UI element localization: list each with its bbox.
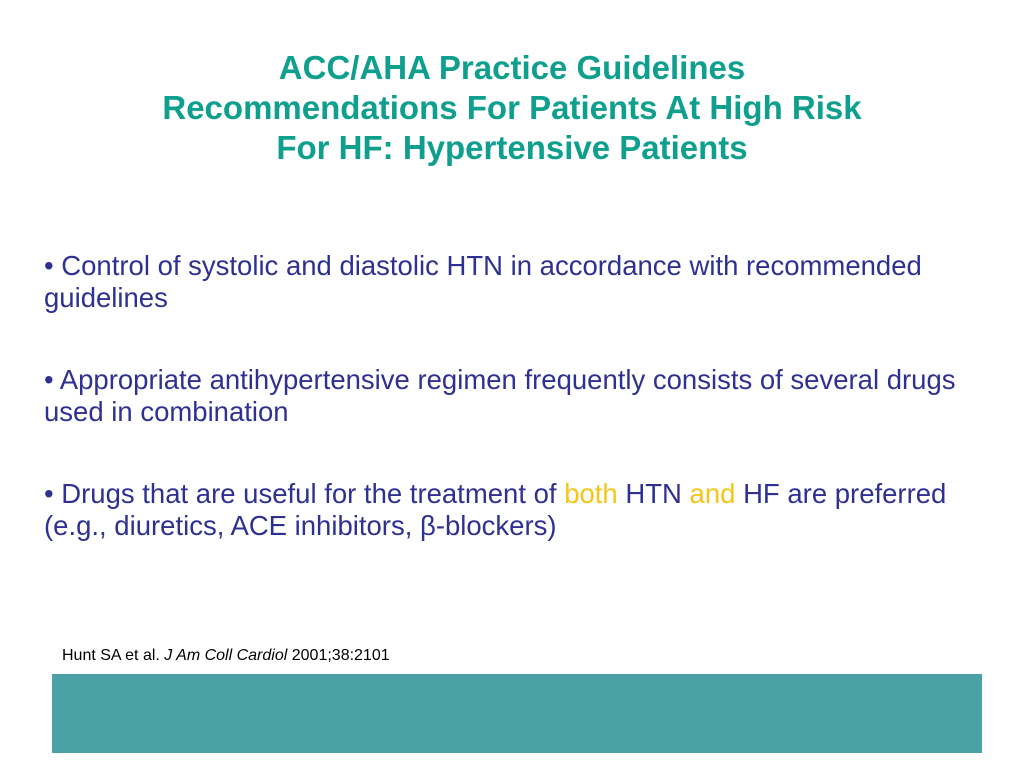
title-line-3: For HF: Hypertensive Patients (276, 129, 748, 166)
bullet-marker: • (44, 250, 54, 281)
bullet-text-part: HF are preferred (e.g., diuretics, ACE inhibitors, (44, 478, 947, 541)
highlight-and: and (689, 478, 736, 509)
bullet-text-part: -blockers) (435, 510, 557, 541)
bullet-text: Appropriate antihypertensive regimen frequently consists of several drugs used in combination (44, 364, 956, 427)
bullet-text-part: HTN (625, 478, 682, 509)
citation-authors: Hunt SA et al. (62, 647, 160, 664)
title-line-2: Recommendations For Patients At High Risk (162, 89, 862, 126)
highlight-both: both (564, 478, 618, 509)
citation (62, 646, 390, 666)
title-line-1: ACC/AHA Practice Guidelines (278, 49, 746, 86)
bullet-item-2 (44, 364, 984, 428)
bullet-text-part: Drugs that are useful for the treatment of (61, 478, 557, 509)
bullet-item-3 (44, 478, 984, 542)
bullet-text: Control of systolic and diastolic HTN in accordance with recommended guidelines (44, 250, 922, 313)
bullet-marker: • (44, 364, 54, 395)
citation-ref: 2001;38:2101 (291, 647, 390, 664)
footer-bar (52, 674, 982, 753)
beta-symbol: β (420, 510, 436, 541)
bullet-item-1 (44, 250, 984, 314)
slide-title (40, 48, 984, 168)
bullet-marker: • (44, 478, 54, 509)
citation-journal: J Am Coll Cardiol (164, 647, 288, 664)
bullet-list (44, 250, 984, 542)
